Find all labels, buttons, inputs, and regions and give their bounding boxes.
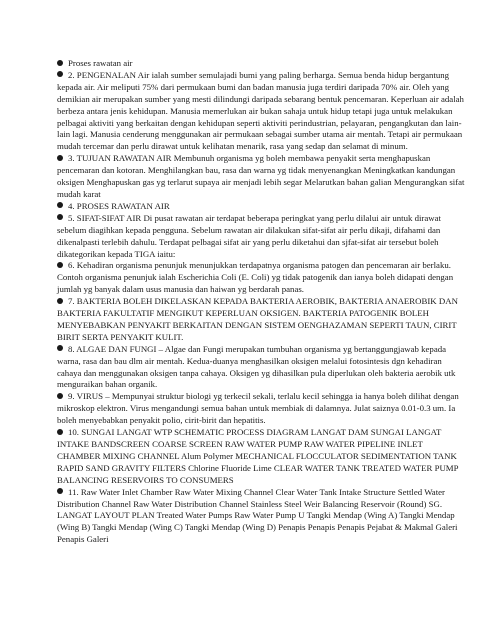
bullet-icon — [57, 262, 63, 268]
paragraph-text: 10. SUNGAI LANGAT WTP SCHEMATIC PROCESS DIAGRAM LANGAT DAM SUNGAI LANGAT INTAKE BANDSCREEN COARSE SCREEN RAW WATER PUMP RAW WATER PIPELINE INLET CHAMBER MIXING CHANNEL Alum Polymer MECHANICAL FLOCCULATOR SEDIMENTATION TANK RAPID SAND GRAVITY FILTERS Chlorine Fluoride Lime CLEAR WATER TANK TREATED WATER PUMP BALANCING RESERVOIRS TO CONSUMERS — [57, 427, 459, 485]
paragraph-text: 8. ALGAE DAN FUNGI – Algae dan Fungi merupakan tumbuhan organisma yg bertanggungjawab kepada warna, rasa dan bau dlm air mentah. Kedua-duanya menghasilkan oksigen melalui fotosintesis dgn kehadiran cahaya dan menggunakan oksigen tanpa cahaya. Oksigen yg dihasilkan pula diperlukan oleh bakteria aerobik utk menguraikan bahan organik. — [57, 343, 456, 390]
paragraph-text: 3. TUJUAN RAWATAN AIR Membunuh organisma yg boleh membawa penyakit serta menghapuskan pencemaran dan kotoran. Menghilangkan bau, rasa dan warna yg tidak menyenangkan Meningkatkan kandungan oksigen Menghapuskan gas yg terlarut supaya air menjadi lebih segar Melarutkan bahan galian Mengurangkan sifat mudah karat — [57, 153, 465, 199]
bullet-icon — [57, 155, 63, 161]
bullet-icon — [57, 298, 63, 304]
bullet-icon — [57, 488, 63, 494]
list-item — [57, 427, 465, 487]
bullet-icon — [57, 71, 63, 77]
list-item — [57, 344, 465, 392]
list-item — [57, 153, 465, 201]
list-item — [57, 70, 465, 153]
list-item — [57, 260, 465, 296]
list-item — [57, 58, 465, 70]
bullet-icon — [57, 202, 63, 208]
paragraph-text: 11. Raw Water Inlet Chamber Raw Water Mixing Channel Clear Water Tank Intake Structure Settled Water Distribution Channel Raw Water Distribution Channel Stainless Steel Weir Balancing Reservoir (Round) SG. LANGAT LAYOUT PLAN Treated Water Pumps Raw Water Pump U Tangki Mendap (Wing A) Tangki Mendap (Wing B) Tangki Mendap (Wing C) Tangki Mendap (Wing D) Penapis Penapis Penapis Pejabat & Makmal Galeri Penapis Galeri — [57, 486, 458, 545]
bullet-icon — [57, 393, 63, 399]
bullet-icon — [57, 429, 63, 435]
bullet-icon — [57, 345, 63, 351]
bullet-icon — [57, 60, 63, 66]
paragraph-text: 4. PROSES RAWATAN AIR — [68, 200, 170, 211]
bullet-icon — [57, 214, 63, 220]
list-item — [57, 201, 465, 213]
list-item — [57, 296, 465, 344]
list-item — [57, 391, 465, 427]
paragraph-text: 2. PENGENALAN Air ialah sumber semulajadi bumi yang paling berharga. Semua benda hidup bergantung kepada air. Air meliputi 75% dari permukaan bumi dan badan manusia juga terdiri daripada 70% air. Oleh yang demikian air merupakan sumber yang mesti dilindungi daripada sebarang bentuk pencemaran. Keperluan air adalah berbeza antara jenis kehidupan. Manusia memerlukan air bukan sahaja untuk hidup tetapi juga untuk melakukan pelbagai aktiviti yang berkaitan dengan kehidupan seperti aktiviti perindustrian, pelayaran, pengangkutan dan lain-lain lagi. Manusia cenderung menggunakan air permukaan sebagai sumber utama air mentah. Tetapi air permukaan mudah tercemar dan perlu dirawat untuk kelihatan menarik, rasa yang sedap dan selamat di minum. — [57, 69, 464, 152]
paragraph-text: 7. BAKTERIA BOLEH DIKELASKAN KEPADA BAKTERIA AEROBIK, BAKTERIA ANAEROBIK DAN BAKTERIA FAKULTATIF MENGIKUT KEPERLUAN OKSIGEN. BAKTERIA PATOGENIK BOLEH MENYEBABKAN PENYAKIT BERKAITAN DENGAN SISTEM OENGHAZAMAN SEPERTI TAUN, CIRIT BIRIT SERTA PENYAKIT KULIT. — [57, 296, 458, 342]
list-item — [57, 487, 465, 547]
list-item — [57, 213, 465, 261]
paragraph-text: 5. SIFAT-SIFAT AIR Di pusat rawatan air terdapat beberapa peringkat yang perlu dilalui air untuk dirawat sebelum diagihkan kepada pengguna. Sebelum rawatan air dilakukan sifat-sifat air perlu dikaji, difahami dan dikenalpasti terlebih dahulu. Terdapat pelbagai sifat air yang perlu diketahui dan sjfat-sifat air tersebut boleh dikategorikan kepada TIGA iaitu: — [57, 212, 441, 259]
paragraph-text: 9. VIRUS – Mempunyai struktur biologi yg terkecil sekali, terlalu kecil sehingga ia hanya boleh dilihat dengan mikroskop elektron. Virus mengandungi semua bahan untuk membiak di dalamnya. Julat saiznya 0.01-0.3 um. Ia boleh menyebabkan penyakit polio, cirit-birit dan hepatitis. — [57, 391, 459, 426]
paragraph-text: 6. Kehadiran organisma penunjuk menunjukkan terdapatnya organisma patogen dan pencemaran air berlaku. Contoh organisma penunjuk ialah Escherichia Coli (E. Coli) yg tidak patogenik dan ianya boleh didapati dengan jumlah yg banyak dalam usus manusia dan haiwan yg berdarah panas. — [57, 260, 454, 295]
paragraph-text: Proses rawatan air — [68, 58, 133, 68]
